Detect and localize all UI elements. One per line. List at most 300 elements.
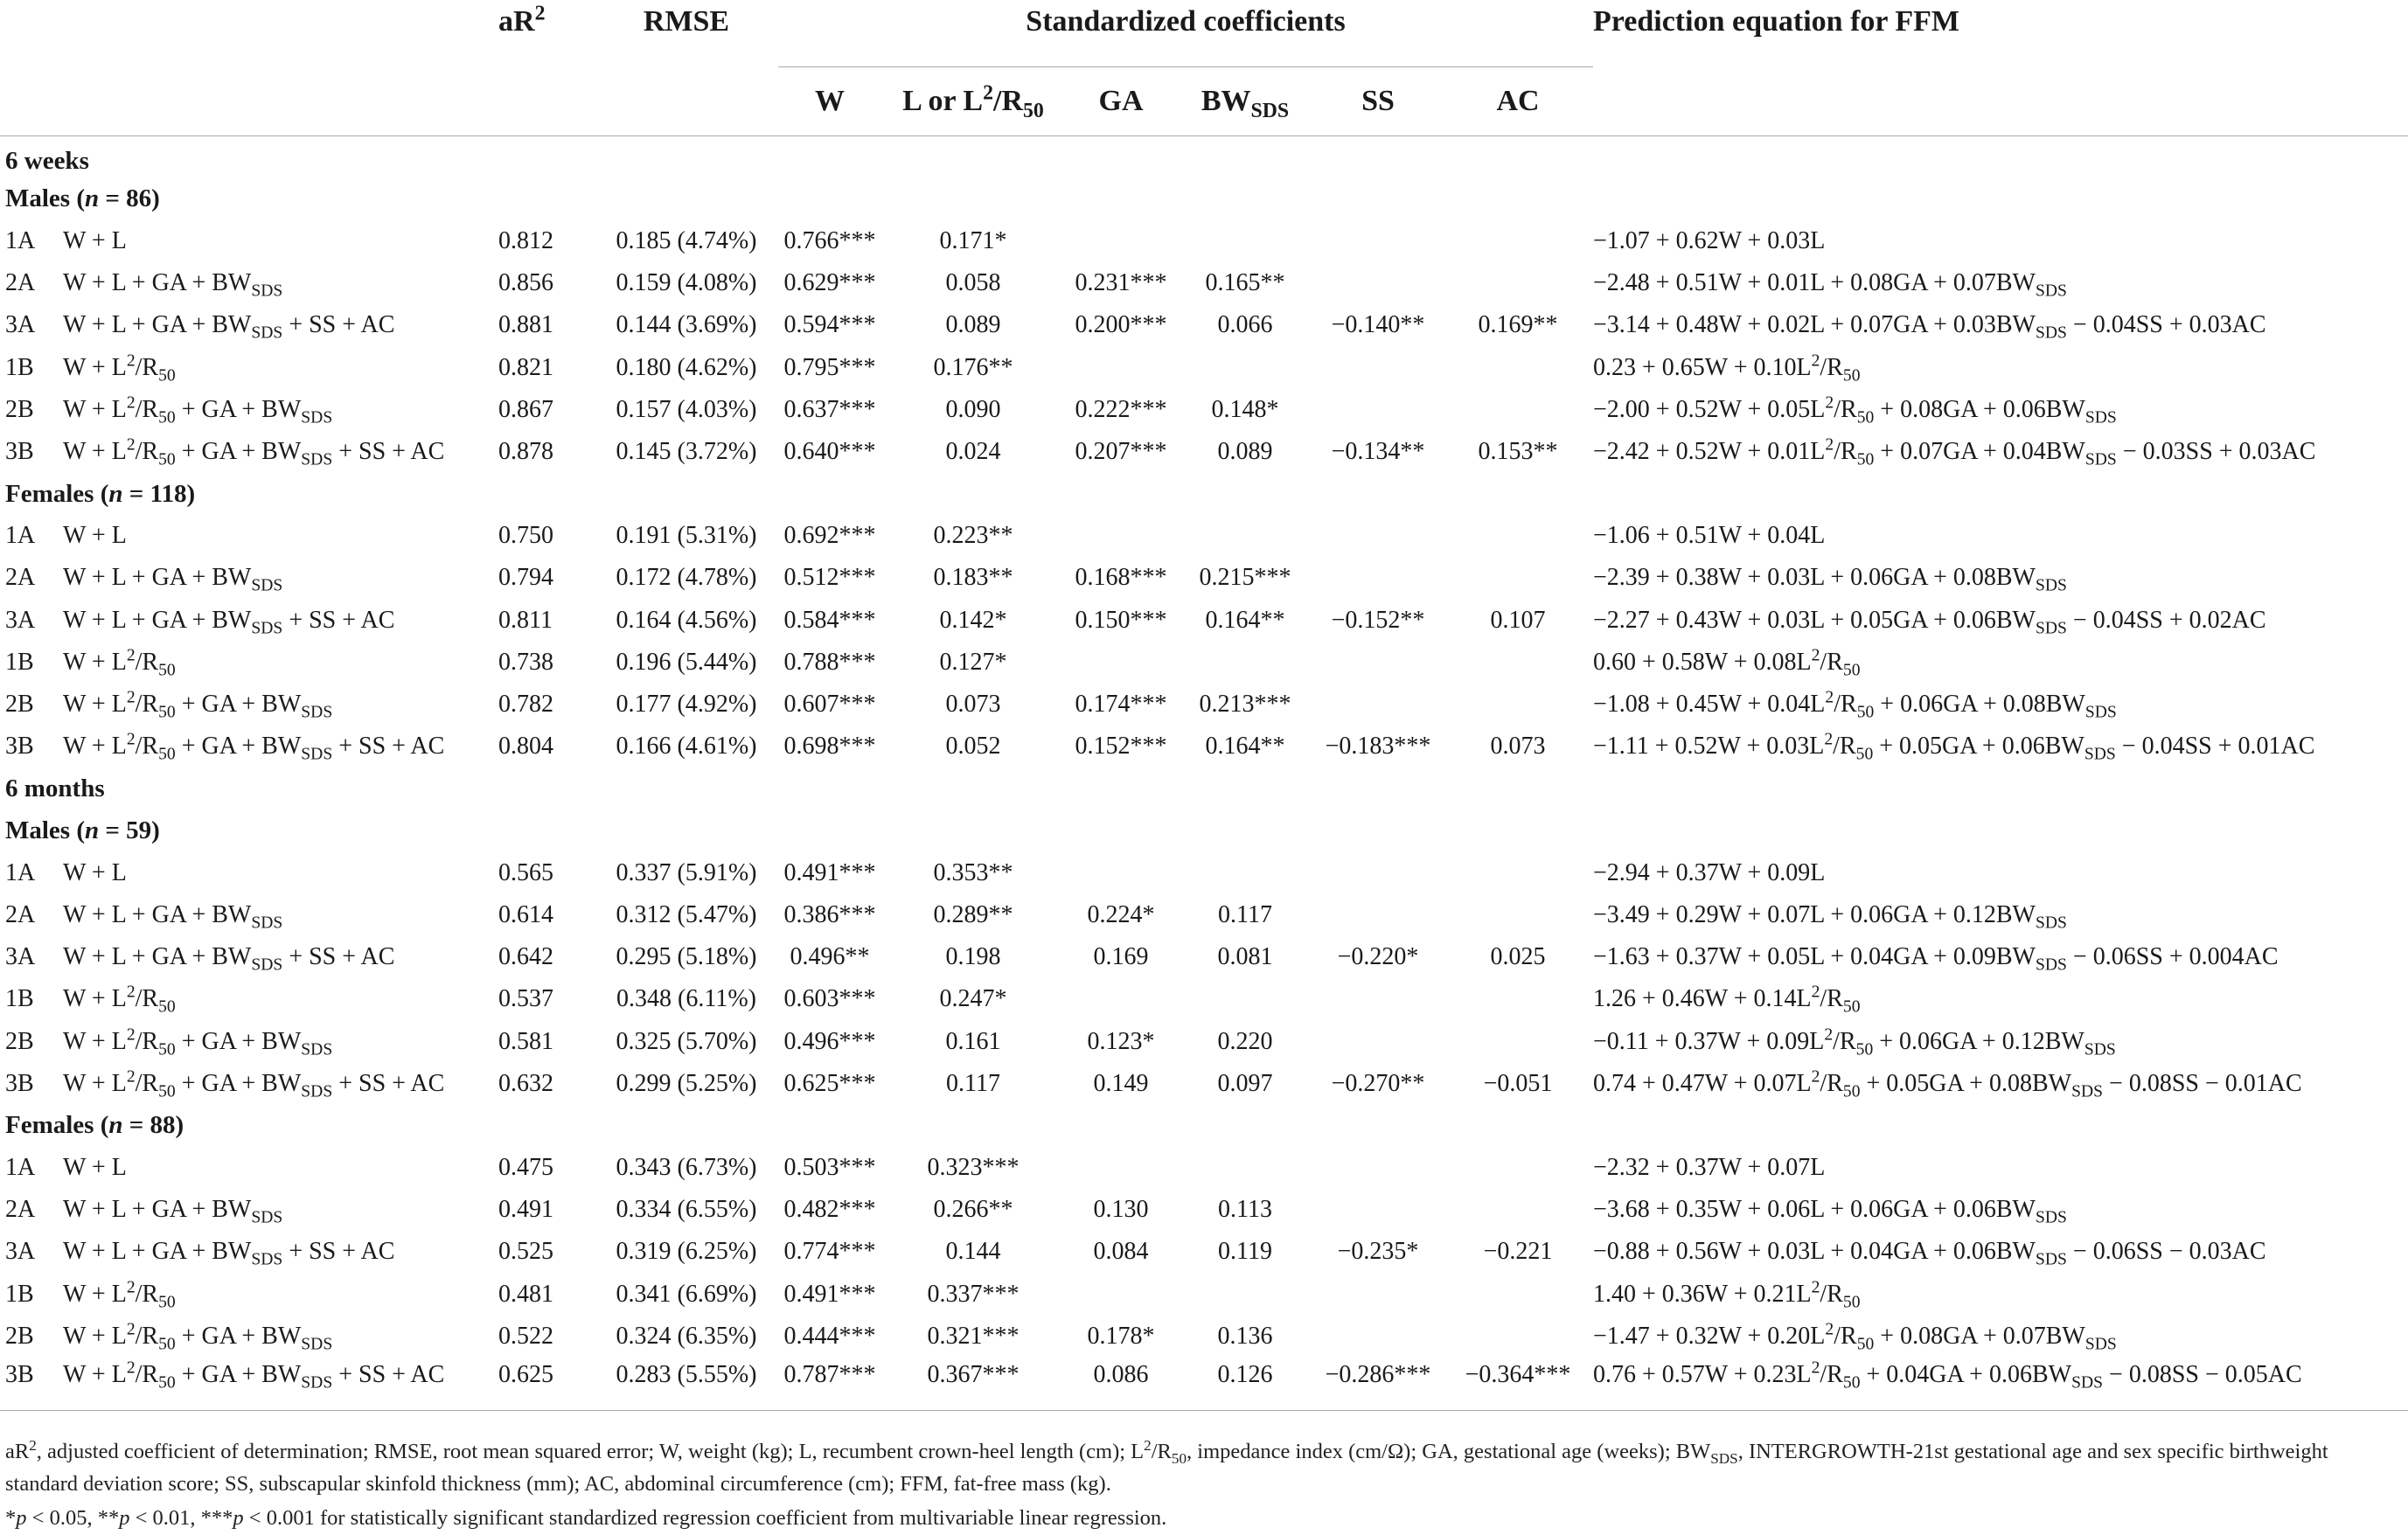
- cell-equation: $-2.27 + 0.43W + 0.03L + 0.05GA + 0.06BW_{SDS} - 0.04SS + 0.02AC$: [1593, 606, 2266, 638]
- cell-coef-ss: −0.183***: [1325, 733, 1431, 761]
- table-row: [0, 262, 2408, 304]
- cell-coef-bwsds: [1177, 346, 1313, 388]
- cell-rmse: 0.295 (5.18%): [616, 943, 757, 971]
- cell-model: $W + L^2/R_{50}$ + GA + $BW_{SDS}$: [63, 1025, 333, 1059]
- cell-coef-bwsds: 0.165**: [1205, 269, 1285, 297]
- table-row: [0, 515, 2408, 557]
- cell-coef-ac: [1443, 1189, 1593, 1231]
- cell-coef-bwsds: [1177, 642, 1313, 684]
- header-col-ac: AC: [1496, 85, 1540, 117]
- cell-coef-ss: [1313, 1316, 1443, 1358]
- cell-equation: $0.76 + 0.57W + 0.23L^2/R_{50} + 0.04GA + 0.06BW_{SDS} - 0.08SS - 0.05AC$: [1593, 1358, 2408, 1411]
- cell-coef-ga: 0.222***: [1075, 395, 1167, 423]
- cell-coef-ga: 0.084: [1093, 1238, 1149, 1266]
- cell-coef-ac: 0.025: [1490, 943, 1546, 971]
- cell-model: $W + L^2/R_{50}$ + GA + $BW_{SDS}$: [63, 393, 333, 427]
- cell-coef-ac: [1443, 852, 1593, 894]
- cell-equation: $-0.88 + 0.56W + 0.03L + 0.04GA + 0.06BW_{SDS} - 0.06SS - 0.03AC$: [1593, 1238, 2266, 1270]
- cell-coef-ac: [1443, 684, 1593, 726]
- cell-coef-l: 0.183**: [933, 564, 1013, 592]
- cell-equation: $-3.68 + 0.35W + 0.06L + 0.06GA + 0.06BW_{SDS}$: [1593, 1196, 2067, 1227]
- cell-coef-l: 0.323***: [927, 1154, 1020, 1182]
- table-row: [0, 557, 2408, 599]
- cell-rmse: 0.164 (4.56%): [616, 606, 757, 634]
- group-row: [0, 178, 2408, 220]
- cell-model: $W + L^2/R_{50}$ + GA + $BW_{SDS}$ + SS + AC: [63, 1067, 445, 1101]
- cell-equation: $0.74 + 0.47W + 0.07L^2/R_{50} + 0.05GA + 0.08BW_{SDS} - 0.08SS - 0.01AC$: [1593, 1067, 2302, 1101]
- table-body: [0, 136, 2408, 1411]
- table-row: [0, 1063, 2408, 1105]
- cell-coef-ss: [1313, 1020, 1443, 1062]
- cell-model-id: 2A: [5, 269, 36, 297]
- cell-rmse: 0.159 (4.08%): [616, 269, 757, 297]
- cell-coef-bwsds: 0.164**: [1205, 606, 1285, 634]
- cell-model: W + L + GA + $BW_{SDS}$: [63, 900, 283, 933]
- cell-coef-ac: [1443, 220, 1593, 262]
- cell-model: W + L: [63, 226, 127, 254]
- cell-model-id: 2B: [5, 691, 34, 719]
- cell-coef-ss: −0.152**: [1331, 606, 1425, 634]
- cell-coef-ga: [1065, 642, 1177, 684]
- cell-coef-ga: [1065, 515, 1177, 557]
- cell-coef-ac: [1443, 642, 1593, 684]
- cell-coef-ss: −0.235*: [1337, 1238, 1419, 1266]
- cell-coef-ga: [1065, 346, 1177, 388]
- table-row: [0, 1189, 2408, 1231]
- table-row: [0, 1316, 2408, 1358]
- cell-coef-bwsds: [1177, 1147, 1313, 1189]
- cell-coef-bwsds: [1177, 515, 1313, 557]
- cell-coef-ss: [1313, 684, 1443, 726]
- cell-model-id: 3B: [5, 1069, 34, 1097]
- cell-coef-w: 0.788***: [783, 648, 876, 676]
- cell-equation: −2.32 + 0.37W + 0.07L: [1593, 1154, 1826, 1182]
- cell-coef-w: 0.512***: [783, 564, 876, 592]
- cell-coef-ga: 0.149: [1093, 1069, 1149, 1097]
- cell-model-id: 2A: [5, 1196, 36, 1224]
- cell-coef-w: 0.496***: [783, 1027, 876, 1055]
- cell-coef-ac: 0.107: [1490, 606, 1546, 634]
- group-label: Females (n = 88): [5, 1111, 184, 1140]
- cell-model-id: 2A: [5, 900, 36, 928]
- cell-coef-ss: −0.270**: [1331, 1069, 1425, 1097]
- cell-coef-ss: [1313, 1147, 1443, 1189]
- cell-model: W + L + GA + $BW_{SDS}$ + SS + AC: [63, 311, 395, 343]
- cell-coef-ss: −0.286***: [1313, 1358, 1443, 1411]
- cell-coef-l: 0.127*: [939, 648, 1007, 676]
- cell-coef-bwsds: 0.097: [1217, 1069, 1273, 1097]
- cell-coef-ga: 0.178*: [1087, 1322, 1155, 1350]
- cell-coef-bwsds: 0.117: [1218, 900, 1272, 928]
- cell-ar2: 0.794: [498, 564, 553, 592]
- cell-coef-w: 0.496**: [790, 943, 870, 971]
- cell-rmse: 0.343 (6.73%): [616, 1154, 757, 1182]
- table-row: [0, 431, 2408, 473]
- section-label: 6 weeks: [5, 147, 89, 176]
- cell-coef-l: 0.089: [945, 311, 1001, 339]
- cell-model-id: 3B: [5, 437, 34, 465]
- cell-model-id: 2A: [5, 564, 36, 592]
- cell-coef-ga: 0.086: [1065, 1358, 1177, 1411]
- cell-coef-ss: −0.140**: [1331, 311, 1425, 339]
- cell-coef-ga: 0.150***: [1075, 606, 1167, 634]
- table-row: [0, 726, 2408, 768]
- cell-coef-l: 0.353**: [933, 858, 1013, 886]
- cell-coef-bwsds: [1177, 220, 1313, 262]
- cell-equation: $-2.39 + 0.38W + 0.03L + 0.06GA + 0.08BW_{SDS}$: [1593, 564, 2067, 596]
- cell-coef-ss: [1313, 852, 1443, 894]
- cell-coef-ac: [1443, 1274, 1593, 1316]
- cell-coef-l: 0.223**: [933, 522, 1013, 550]
- cell-model: $W + L^2/R_{50}$ + GA + $BW_{SDS}$ + SS + AC: [63, 435, 445, 469]
- cell-ar2: 0.738: [498, 648, 553, 676]
- table-row: [0, 1358, 2408, 1411]
- table-row: [0, 600, 2408, 642]
- cell-coef-ga: 0.123*: [1087, 1027, 1155, 1055]
- cell-model: W + L + GA + $BW_{SDS}$: [63, 269, 283, 301]
- cell-coef-ss: [1313, 642, 1443, 684]
- cell-ar2: 0.804: [498, 733, 553, 761]
- cell-ar2: 0.491: [498, 1196, 553, 1224]
- cell-model-id: 3B: [5, 733, 34, 761]
- cell-equation: $1.26 + 0.46W + 0.14L^2/R_{50}$: [1593, 983, 1861, 1017]
- header-standardized-coefficients: Standardized coefficients: [778, 0, 1593, 67]
- cell-ar2: 0.525: [498, 1238, 553, 1266]
- cell-coef-ss: [1313, 894, 1443, 936]
- header-ar2: $aR^2$: [498, 2, 546, 38]
- cell-coef-ac: [1443, 894, 1593, 936]
- cell-equation: $-2.00 + 0.52W + 0.05L^2/R_{50} + 0.08GA + 0.06BW_{SDS}$: [1593, 393, 2117, 427]
- cell-coef-ac: −0.221: [1483, 1238, 1553, 1266]
- cell-model: $W + L^2/R_{50}$: [63, 983, 176, 1017]
- cell-rmse: 0.145 (3.72%): [616, 437, 757, 465]
- cell-equation: $-3.49 + 0.29W + 0.07L + 0.06GA + 0.12BW_{SDS}$: [1593, 900, 2067, 933]
- cell-model-id: 1A: [5, 522, 36, 550]
- header-col-ga: GA: [1098, 85, 1144, 117]
- group-label: Females (n = 118): [5, 479, 196, 508]
- cell-rmse: 0.180 (4.62%): [616, 353, 757, 381]
- cell-equation: $-3.14 + 0.48W + 0.02L + 0.07GA + 0.03BW_{SDS} - 0.04SS + 0.03AC$: [1593, 311, 2266, 343]
- cell-coef-w: 0.386***: [783, 900, 876, 928]
- cell-model-id: 3A: [5, 943, 36, 971]
- cell-rmse: 0.166 (4.61%): [616, 733, 757, 761]
- cell-coef-ga: 0.200***: [1075, 311, 1167, 339]
- cell-model-id: 3A: [5, 311, 36, 339]
- cell-model: $W + L^2/R_{50}$: [63, 646, 176, 680]
- cell-coef-bwsds: 0.215***: [1199, 564, 1291, 592]
- cell-model: $W + L^2/R_{50}$ + GA + $BW_{SDS}$: [63, 688, 333, 722]
- cell-coef-ac: [1443, 515, 1593, 557]
- cell-model-id: 2B: [5, 1027, 34, 1055]
- cell-coef-l: 0.117: [946, 1069, 1000, 1097]
- cell-equation: $0.23 + 0.65W + 0.10L^2/R_{50}$: [1593, 351, 1861, 385]
- cell-coef-ac: [1443, 389, 1593, 431]
- table-row: [0, 894, 2408, 936]
- cell-coef-bwsds: 0.113: [1218, 1196, 1272, 1224]
- cell-coef-l: 0.144: [945, 1238, 1001, 1266]
- cell-equation: −1.07 + 0.62W + 0.03L: [1593, 226, 1826, 254]
- cell-coef-w: 0.607***: [783, 691, 876, 719]
- cell-model: $W + L^2/R_{50}$: [63, 351, 176, 385]
- cell-model: $W + L^2/R_{50}$: [63, 1278, 176, 1312]
- cell-coef-bwsds: 0.148*: [1211, 395, 1279, 423]
- header-col-w: W: [815, 85, 845, 117]
- group-row: [0, 473, 2408, 515]
- header-rmse: RMSE: [643, 5, 730, 38]
- cell-coef-ac: [1443, 1316, 1593, 1358]
- cell-model: $W + L^2/R_{50}$ + GA + $BW_{SDS}$ + SS + AC: [63, 730, 445, 764]
- cell-coef-ac: [1443, 262, 1593, 304]
- cell-equation: $-1.63 + 0.37W + 0.05L + 0.04GA + 0.09BW_{SDS} - 0.06SS + 0.004AC$: [1593, 943, 2279, 975]
- table-row: [0, 852, 2408, 894]
- cell-model-id: 1B: [5, 985, 34, 1013]
- cell-ar2: 0.881: [498, 311, 553, 339]
- cell-coef-ss: [1313, 346, 1443, 388]
- cell-coef-w: 0.594***: [783, 311, 876, 339]
- cell-coef-w: 0.625***: [783, 1069, 876, 1097]
- cell-coef-l: 0.247*: [939, 985, 1007, 1013]
- cell-coef-bwsds: 0.089: [1217, 437, 1273, 465]
- table-row: [0, 304, 2408, 346]
- cell-coef-ga: 0.231***: [1075, 269, 1167, 297]
- footnote-abbreviations: $aR^2$, adjusted coefficient of determination; RMSE, root mean squared error; W, weight (kg); L, recumbent crown-heel length (cm); $L^2/R_{50}$, impedance index (cm/Ω); GA, gestational age (weeks); $BW_{SDS}$, INTERGROWTH-21st gestational age and sex specific birthweight standard deviation score; SS, subscapular skinfold thickness (mm); AC, abdominal circumference (cm); FFM, fat-free mass (kg).: [5, 1436, 2328, 1496]
- cell-rmse: 0.172 (4.78%): [616, 564, 757, 592]
- cell-equation: $-1.08 + 0.45W + 0.04L^2/R_{50} + 0.06GA + 0.08BW_{SDS}$: [1593, 688, 2117, 722]
- cell-coef-l: 0.321***: [927, 1322, 1020, 1350]
- cell-coef-w: 0.795***: [783, 353, 876, 381]
- cell-coef-ga: 0.152***: [1075, 733, 1167, 761]
- cell-coef-bwsds: [1177, 1274, 1313, 1316]
- cell-coef-w: 0.491***: [783, 1280, 876, 1308]
- cell-coef-ss: [1313, 262, 1443, 304]
- cell-ar2: 0.811: [498, 606, 553, 634]
- table-row: [0, 1147, 2408, 1189]
- cell-coef-l: 0.266**: [933, 1196, 1013, 1224]
- cell-coef-ss: [1313, 515, 1443, 557]
- cell-model: W + L + GA + $BW_{SDS}$: [63, 564, 283, 596]
- cell-coef-ga: [1065, 1147, 1177, 1189]
- cell-model-id: 1A: [5, 226, 36, 254]
- cell-coef-w: 0.774***: [783, 1238, 876, 1266]
- cell-coef-ga: 0.224*: [1087, 900, 1155, 928]
- cell-coef-w: 0.603***: [783, 985, 876, 1013]
- cell-coef-ac: [1443, 978, 1593, 1020]
- cell-ar2: 0.867: [498, 395, 553, 423]
- cell-equation: $-2.42 + 0.52W + 0.01L^2/R_{50} + 0.07GA + 0.04BW_{SDS} - 0.03SS + 0.03AC$: [1593, 435, 2316, 469]
- cell-coef-l: 0.337***: [927, 1280, 1020, 1308]
- cell-coef-w: 0.629***: [783, 269, 876, 297]
- cell-coef-l: 0.161: [945, 1027, 1001, 1055]
- cell-equation: $0.60 + 0.58W + 0.08L^2/R_{50}$: [1593, 646, 1861, 680]
- cell-coef-w: 0.637***: [783, 395, 876, 423]
- cell-coef-l: 0.090: [945, 395, 1001, 423]
- cell-model-id: 3A: [5, 1238, 36, 1266]
- cell-coef-w: 0.766***: [783, 226, 876, 254]
- cell-ar2: 0.537: [498, 985, 553, 1013]
- cell-model: W + L: [63, 522, 127, 550]
- cell-model: W + L + GA + $BW_{SDS}$: [63, 1196, 283, 1227]
- cell-model-id: 2B: [5, 395, 34, 423]
- cell-coef-ss: [1313, 389, 1443, 431]
- cell-equation: −2.94 + 0.37W + 0.09L: [1593, 858, 1826, 886]
- cell-ar2: 0.632: [498, 1069, 553, 1097]
- header-col-l: L or $L^2/R_{50}$: [902, 81, 1044, 122]
- cell-rmse: 0.334 (6.55%): [616, 1196, 757, 1224]
- cell-ar2: 0.481: [498, 1280, 553, 1308]
- cell-coef-ac: 0.153**: [1478, 437, 1558, 465]
- cell-coef-w: 0.698***: [783, 733, 876, 761]
- table-row: [0, 1274, 2408, 1316]
- cell-rmse: 0.157 (4.03%): [616, 395, 757, 423]
- table-header: [0, 0, 2408, 136]
- cell-rmse: 0.312 (5.47%): [616, 900, 757, 928]
- cell-equation: $-1.47 + 0.32W + 0.20L^2/R_{50} + 0.08GA + 0.07BW_{SDS}$: [1593, 1320, 2117, 1354]
- cell-model: W + L: [63, 858, 127, 886]
- cell-model-id: 1B: [5, 353, 34, 381]
- cell-coef-bwsds: 0.066: [1217, 311, 1273, 339]
- table-row: [0, 1020, 2408, 1062]
- cell-coef-w: 0.584***: [783, 606, 876, 634]
- cell-coef-w: 0.692***: [783, 522, 876, 550]
- cell-model: W + L + GA + $BW_{SDS}$ + SS + AC: [63, 606, 395, 638]
- cell-ar2: 0.750: [498, 522, 553, 550]
- cell-ar2: 0.856: [498, 269, 553, 297]
- cell-ar2: 0.522: [498, 1322, 553, 1350]
- cell-ar2: 0.565: [498, 858, 553, 886]
- table-row: [0, 346, 2408, 388]
- cell-coef-ga: 0.130: [1093, 1196, 1149, 1224]
- cell-coef-ga: [1065, 220, 1177, 262]
- cell-coef-ss: [1313, 1189, 1443, 1231]
- header-col-bwsds: $BW_{SDS}$: [1201, 85, 1290, 122]
- cell-model-id: 1A: [5, 1154, 36, 1182]
- cell-coef-ac: [1443, 557, 1593, 599]
- cell-coef-ac: 0.169**: [1478, 311, 1558, 339]
- cell-ar2: 0.625: [498, 1358, 595, 1411]
- cell-rmse: 0.299 (5.25%): [616, 1069, 757, 1097]
- cell-model-id: 3B: [0, 1358, 63, 1411]
- cell-model: W + L + GA + $BW_{SDS}$ + SS + AC: [63, 943, 395, 975]
- cell-ar2: 0.782: [498, 691, 553, 719]
- cell-coef-ga: 0.169: [1093, 943, 1149, 971]
- cell-equation: $-2.48 + 0.51W + 0.01L + 0.08GA + 0.07BW_{SDS}$: [1593, 269, 2067, 301]
- cell-coef-ss: −0.134**: [1331, 437, 1425, 465]
- group-row: [0, 1105, 2408, 1147]
- cell-coef-ss: [1313, 978, 1443, 1020]
- group-label: Males (n = 86): [5, 184, 160, 213]
- cell-coef-l: 0.176**: [933, 353, 1013, 381]
- group-row: [0, 810, 2408, 852]
- footnote-significance: *p < 0.05, **p < 0.01, ***p < 0.001 for statistically significant standardized regression coefficient from multivariable linear regression.: [5, 1506, 1167, 1530]
- cell-coef-bwsds: 0.119: [1218, 1238, 1272, 1266]
- cell-rmse: 0.283 (5.55%): [595, 1358, 778, 1411]
- cell-coef-w: 0.787***: [778, 1358, 881, 1411]
- group-label: Males (n = 59): [5, 816, 160, 845]
- cell-rmse: 0.337 (5.91%): [616, 858, 757, 886]
- cell-coef-ac: [1443, 1147, 1593, 1189]
- cell-rmse: 0.177 (4.92%): [616, 691, 757, 719]
- cell-rmse: 0.325 (5.70%): [616, 1027, 757, 1055]
- cell-coef-w: 0.491***: [783, 858, 876, 886]
- cell-ar2: 0.642: [498, 943, 553, 971]
- cell-model-id: 2B: [5, 1322, 34, 1350]
- table-row: [0, 684, 2408, 726]
- cell-coef-bwsds: 0.213***: [1199, 691, 1291, 719]
- header-prediction-equation: Prediction equation for FFM: [1593, 5, 1959, 38]
- table-row: [0, 978, 2408, 1020]
- section-row: [0, 768, 2408, 809]
- cell-model-id: 1B: [5, 1280, 34, 1308]
- cell-coef-ss: [1313, 557, 1443, 599]
- section-row: [0, 136, 2408, 178]
- cell-model-id: 1B: [5, 648, 34, 676]
- cell-coef-bwsds: [1177, 978, 1313, 1020]
- cell-ar2: 0.878: [498, 437, 553, 465]
- header-col-ss: SS: [1361, 85, 1395, 117]
- cell-equation: −1.06 + 0.51W + 0.04L: [1593, 522, 1826, 550]
- cell-rmse: 0.319 (6.25%): [616, 1238, 757, 1266]
- cell-coef-ss: [1313, 220, 1443, 262]
- cell-coef-l: 0.289**: [933, 900, 1013, 928]
- cell-coef-ga: 0.168***: [1075, 564, 1167, 592]
- cell-rmse: 0.144 (3.69%): [616, 311, 757, 339]
- cell-equation: $-1.11 + 0.52W + 0.03L^2/R_{50} + 0.05GA + 0.06BW_{SDS} - 0.04SS + 0.01AC$: [1593, 730, 2315, 764]
- cell-coef-bwsds: 0.136: [1217, 1322, 1273, 1350]
- cell-coef-l: 0.142*: [939, 606, 1007, 634]
- cell-model-id: 1A: [5, 858, 36, 886]
- cell-ar2: 0.475: [498, 1154, 553, 1182]
- cell-model: $W + L^2/R_{50}$ + GA + $BW_{SDS}$ + SS + AC: [63, 1358, 498, 1411]
- table-row: [0, 936, 2408, 978]
- cell-coef-ga: [1065, 852, 1177, 894]
- cell-coef-bwsds: 0.220: [1217, 1027, 1273, 1055]
- cell-coef-ac: [1443, 1020, 1593, 1062]
- cell-coef-ac: −0.051: [1483, 1069, 1553, 1097]
- cell-ar2: 0.821: [498, 353, 553, 381]
- cell-coef-w: 0.640***: [783, 437, 876, 465]
- cell-coef-ac: −0.364***: [1443, 1358, 1593, 1411]
- table-row: [0, 220, 2408, 262]
- cell-coef-ss: −0.220*: [1337, 943, 1419, 971]
- cell-coef-w: 0.503***: [783, 1154, 876, 1182]
- cell-coef-l: 0.367***: [881, 1358, 1065, 1411]
- cell-coef-ac: 0.073: [1490, 733, 1546, 761]
- cell-coef-l: 0.073: [945, 691, 1001, 719]
- cell-model: W + L: [63, 1154, 127, 1182]
- cell-coef-ga: 0.174***: [1075, 691, 1167, 719]
- cell-coef-ss: [1313, 1274, 1443, 1316]
- cell-coef-ga: 0.207***: [1075, 437, 1167, 465]
- cell-rmse: 0.185 (4.74%): [616, 226, 757, 254]
- cell-coef-bwsds: 0.164**: [1205, 733, 1285, 761]
- table-row: [0, 389, 2408, 431]
- cell-coef-w: 0.444***: [783, 1322, 876, 1350]
- cell-coef-ga: [1065, 978, 1177, 1020]
- cell-rmse: 0.324 (6.35%): [616, 1322, 757, 1350]
- cell-ar2: 0.581: [498, 1027, 553, 1055]
- cell-coef-bwsds: 0.126: [1177, 1358, 1313, 1411]
- cell-coef-w: 0.482***: [783, 1196, 876, 1224]
- cell-coef-ac: [1443, 346, 1593, 388]
- cell-coef-ga: [1065, 1274, 1177, 1316]
- cell-rmse: 0.191 (5.31%): [616, 522, 757, 550]
- cell-model-id: 3A: [5, 606, 36, 634]
- cell-coef-l: 0.024: [945, 437, 1001, 465]
- cell-model: W + L + GA + $BW_{SDS}$ + SS + AC: [63, 1238, 395, 1270]
- cell-coef-l: 0.198: [945, 943, 1001, 971]
- cell-ar2: 0.812: [498, 226, 553, 254]
- cell-coef-l: 0.052: [945, 733, 1001, 761]
